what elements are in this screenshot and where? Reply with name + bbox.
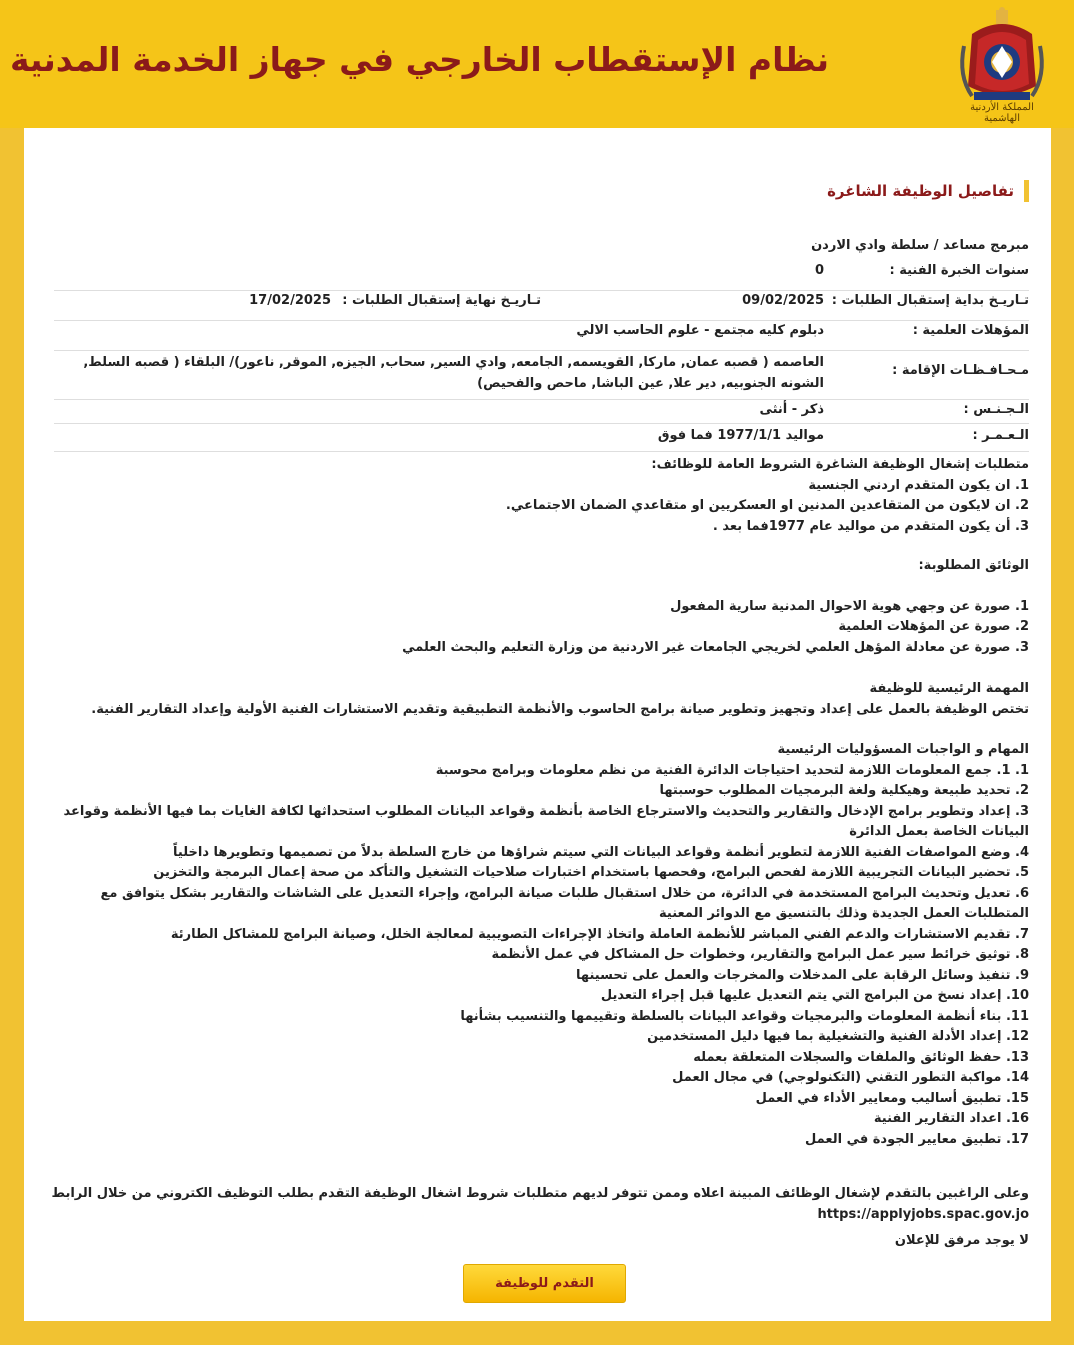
start-date-value: 09/02/2025 xyxy=(742,293,824,308)
list-item: 7. تقديم الاستشارات والدعم الفني المباشر للأنظمة العاملة واتخاذ الإجراءات التصويبية لمعالجة الخلل، وصيانة البرامج للمشاكل الطارئة xyxy=(170,926,1029,942)
list-item: 15. تطبيق أساليب ومعايير الأداء في العمل xyxy=(755,1090,1029,1106)
documents-heading: الوثائق المطلوبة: xyxy=(918,558,1029,573)
duties-heading: المهام و الواجبات المسؤوليات الرئيسية xyxy=(777,742,1029,757)
list-item: 8. توثيق خرائط سير عمل البرامج والتقارير، وخطوات حل المشاكل في عمل الأنظمة xyxy=(491,947,1029,962)
apply-section xyxy=(49,1184,1029,1252)
page-header xyxy=(0,0,1074,128)
gender-row xyxy=(54,402,1029,424)
documents-section xyxy=(49,556,1029,658)
list-item: 16. اعداد التقارير الفنية xyxy=(873,1111,1029,1126)
dates-row xyxy=(54,293,1029,321)
end-date-value: 17/02/2025 xyxy=(249,293,331,308)
list-item: 9. تنفيذ وسائل الرقابة على المدخلات والمخرجات والعمل على تحسينها xyxy=(576,967,1029,983)
experience-row xyxy=(54,263,1029,291)
list-item: 5. تحضير البيانات التجريبية اللازمة لفحص البرامج، وفحصها باستخدام اختبارات صلاحيات التشغيل والتأكد من صحة إعمال البرمجة والتخزين xyxy=(153,865,1029,880)
main-task-section xyxy=(49,679,1029,720)
list-item: 11. بناء أنظمة المعلومات والبرمجيات وقواعد البيانات بالسلطة وتقييمها والتنسيب بشأنها xyxy=(460,1008,1029,1024)
age-label: الـعـمـر : xyxy=(972,428,1029,443)
qualification-row xyxy=(54,323,1029,351)
job-details-panel xyxy=(24,128,1051,1321)
start-date-label: تـاريـخ بداية إستقبال الطلبات : xyxy=(831,293,1029,308)
residence-row xyxy=(54,352,1029,400)
qualification-value: دبلوم كليه مجتمع - علوم الحاسب الالي xyxy=(576,323,824,338)
section-title: تفاصيل الوظيفة الشاغرة xyxy=(827,180,1029,202)
list-item: 2. تحديد طبيعة وهيكلية ولغة البرمجيات المطلوب حوسبتها xyxy=(659,783,1029,798)
age-value: مواليد 1977/1/1 فما فوق xyxy=(657,428,824,443)
requirements-section xyxy=(49,455,1029,537)
list-item: 1. صورة عن وجهي هوية الاحوال المدنية سارية المفعول xyxy=(670,598,1029,614)
experience-label: سنوات الخبرة الفنية : xyxy=(889,263,1029,278)
list-item: 1. 1. جمع المعلومات اللازمة لتحديد احتياجات الدائرة الفنية من نظم معلومات وبرامج محوسبة xyxy=(435,762,1029,778)
age-row xyxy=(54,428,1029,452)
header-title: نظام الإستقطاب الخارجي في جهاز الخدمة المدنية xyxy=(9,40,829,79)
main-task-text: تختص الوظيفة بالعمل على إعداد وتجهيز وتطوير صيانة برامج الحاسوب والأنظمة التطبيقية وتقديم الاستشارات الفنية الأولية وإعداد التقارير الفنية. xyxy=(91,701,1029,717)
list-item: 13. حفظ الوثائق والملفات والسجلات المتعلقة بعمله xyxy=(693,1049,1029,1065)
list-item: 3. صورة عن معادلة المؤهل العلمي لخريجي الجامعات غير الاردنية من وزارة التعليم والبحث العلمي xyxy=(402,639,1029,655)
list-item: 2. ان لايكون من المتقاعدين المدنين او العسكريين او متقاعدي الضمان الاجتماعي. xyxy=(505,498,1029,513)
list-item: 10. إعداد نسخ من البرامج التي يتم التعديل عليها قبل إجراء التعديل xyxy=(600,988,1029,1003)
list-item: 3. إعداد وتطوير برامج الإدخال والتقارير والتحديث والاسترجاع الخاصة بأنظمة وقواعد البيانات المطلوب استحداثها لكافة الغايات بما فيها الأنظمة وقواعد البيانات الخاصة بعمل الدائرة xyxy=(63,803,1029,839)
emblem-caption: المملكة الأردنية الهاشمية xyxy=(970,102,1034,124)
list-item: 2. صورة عن المؤهلات العلمية xyxy=(838,619,1029,634)
list-item: 12. إعداد الأدلة الفنية والتشغيلية بما فيها دليل المستخدمين xyxy=(647,1029,1029,1044)
list-item: 6. تعديل وتحديث البرامج المستخدمة في الدائرة، من خلال استقبال طلبات صيانة البرامج، وإجراء التعديل على الشاشات والتقارير بشكل يتوافق مع المتطلبات العمل الجديدة وذلك بالتنسيق مع الدوائر المعنية xyxy=(100,885,1029,921)
list-item: 3. أن يكون المتقدم من مواليد عام 1977فما بعد . xyxy=(712,518,1029,534)
experience-value: 0 xyxy=(814,263,824,278)
list-item: 17. تطبيق معايير الجودة في العمل xyxy=(805,1131,1029,1147)
requirements-heading: متطلبات إشغال الوظيفة الشاغرة الشروط العامة للوظائف: xyxy=(651,457,1029,472)
end-date-label: تـاريـخ نهاية إستقبال الطلبات : xyxy=(342,293,541,308)
gender-value: ذكر - أنثى xyxy=(759,402,824,417)
main-task-heading: المهمة الرئيسية للوظيفة xyxy=(869,681,1029,696)
job-title: مبرمج مساعد / سلطة وادي الاردن xyxy=(811,238,1029,253)
duties-section xyxy=(49,740,1029,1150)
list-item: 14. مواكبة التطور التقني (التكنولوجي) في مجال العمل xyxy=(672,1070,1029,1085)
list-item: 4. وضع المواصفات الفنية اللازمة لتطوير أنظمة وقواعد البيانات التي سيتم شراؤها من خارج السلطة بدلاً من تصميمها وتطويرها داخلياً xyxy=(173,844,1029,860)
list-item: 1. ان يكون المتقدم اردني الجنسية xyxy=(808,477,1029,493)
gender-label: الـجـنـس : xyxy=(963,402,1029,417)
residence-label: مـحـافـظـات الإقامة : xyxy=(892,363,1029,378)
residence-value: العاصمه ( قصبه عمان, ماركا, القويسمه, الجامعه, وادي السير, سحاب, الجيزه, الموقر, ناعور)/ البلقاء ( قصبه السلط, الشونه الجنوبيه, دير علا, عين الباشا, ماحص والفحيص) xyxy=(83,355,824,391)
apply-link[interactable]: https://applyjobs.spac.gov.jo xyxy=(817,1206,1029,1222)
apply-text: وعلى الراغبين بالتقدم لإشغال الوظائف المبينة اعلاه وممن تتوفر لديهم متطلبات شروط اشغال الوظيفة التقدم بطلب التوظيف الكتروني من خلال الرابط xyxy=(51,1186,1029,1201)
jordan-coat-of-arms-icon xyxy=(952,6,1052,124)
qualification-label: المؤهلات العلمية : xyxy=(912,323,1029,338)
no-attachment-text: لا يوجد مرفق للإعلان xyxy=(894,1233,1029,1248)
apply-button[interactable]: التقدم للوظيفة xyxy=(463,1264,626,1303)
